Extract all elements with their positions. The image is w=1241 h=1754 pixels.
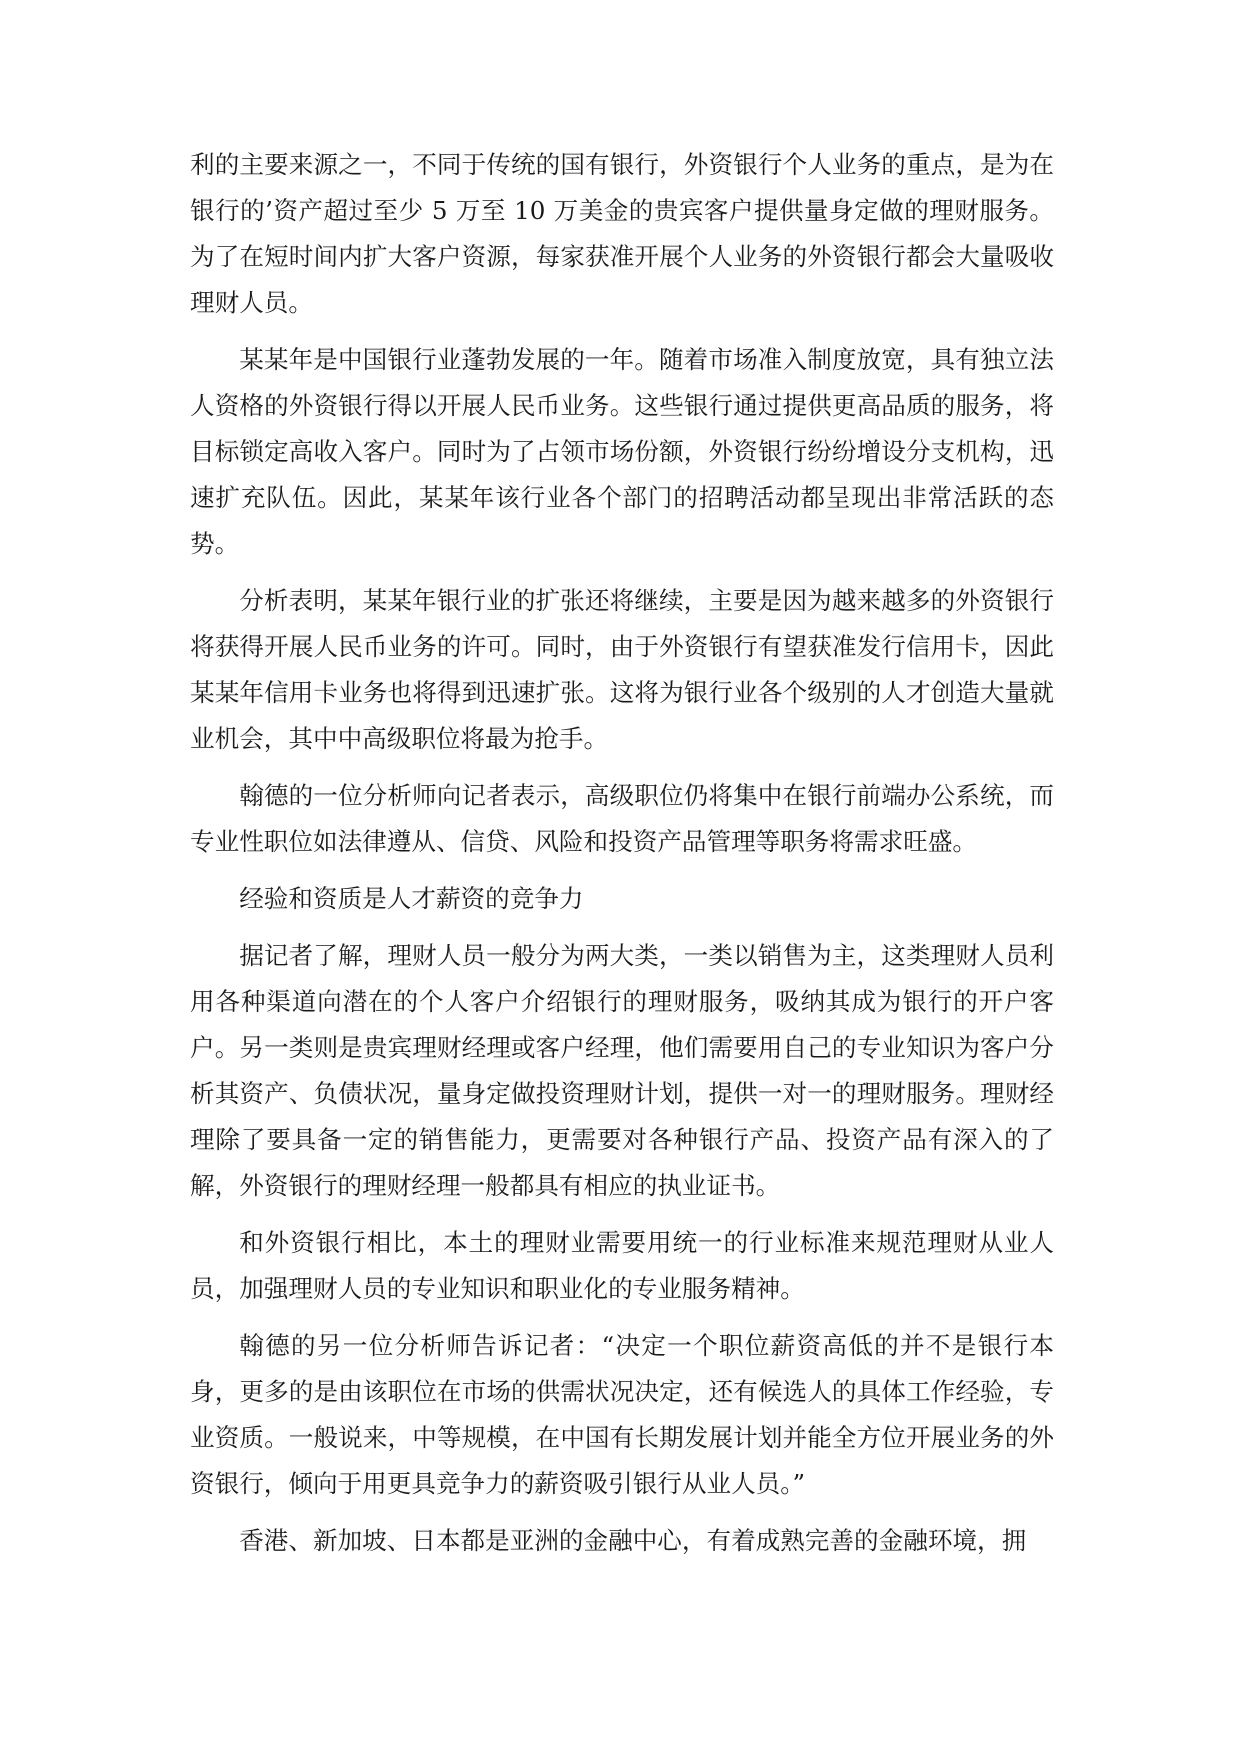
document-body — [190, 142, 1054, 1575]
paragraph-8: 翰德的另一位分析师告诉记者：“决定一个职位薪资高低的并不是银行本身，更多的是由该职位在市场的供需状况决定，还有候选人的具体工作经验，专业资质。一般说来，中等规模，在中国有长期发展计划并能全方位开展业务的外资银行，倾向于用更具竞争力的薪资吸引银行从业人员。” — [190, 1331, 1054, 1498]
paragraph-4: 翰德的一位分析师向记者表示，高级职位仍将集中在银行前端办公系统，而专业性职位如法律遵从、信贷、风险和投资产品管理等职务将需求旺盛。 — [190, 781, 1054, 856]
section-heading: 经验和资质是人才薪资的竞争力 — [239, 884, 584, 913]
paragraph-6: 据记者了解，理财人员一般分为两大类，一类以销售为主，这类理财人员利用各种渠道向潜在的个人客户介绍银行的理财服务，吸纳其成为银行的开户客户。另一类则是贵宾理财经理或客户经理，他们需要用自己的专业知识为客户分析其资产、负债状况，量身定做投资理财计划，提供一对一的理财服务。理财经理除了要具备一定的销售能力，更需要对各种银行产品、投资产品有深入的了解，外资银行的理财经理一般都具有相应的执业证书。 — [190, 941, 1054, 1200]
paragraph-9: 香港、新加坡、日本都是亚洲的金融中心，有着成熟完善的金融环境，拥 — [239, 1526, 1027, 1555]
paragraph-3: 分析表明，某某年银行业的扩张还将继续，主要是因为越来越多的外资银行将获得开展人民币业务的许可。同时，由于外资银行有望获准发行信用卡，因此某某年信用卡业务也将得到迅速扩张。这将为银行业各个级别的人才创造大量就业机会，其中中高级职位将最为抢手。 — [190, 586, 1054, 753]
paragraph-1: 利的主要来源之一，不同于传统的国有银行，外资银行个人业务的重点，是为在银行的’资产超过至少 5 万至 10 万美金的贵宾客户提供量身定做的理财服务。为了在短时间内扩大客户资源，每家获准开展个人业务的外资银行都会大量吸收理财人员。 — [190, 150, 1054, 317]
paragraph-2: 某某年是中国银行业蓬勃发展的一年。随着市场准入制度放宽，具有独立法人资格的外资银行得以开展人民币业务。这些银行通过提供更高品质的服务，将目标锁定高收入客户。同时为了占领市场份额，外资银行纷纷增设分支机构，迅速扩充队伍。因此，某某年该行业各个部门的招聘活动都呈现出非常活跃的态势。 — [190, 345, 1054, 558]
paragraph-7: 和外资银行相比，本土的理财业需要用统一的行业标准来规范理财从业人员，加强理财人员的专业知识和职业化的专业服务精神。 — [190, 1228, 1054, 1303]
